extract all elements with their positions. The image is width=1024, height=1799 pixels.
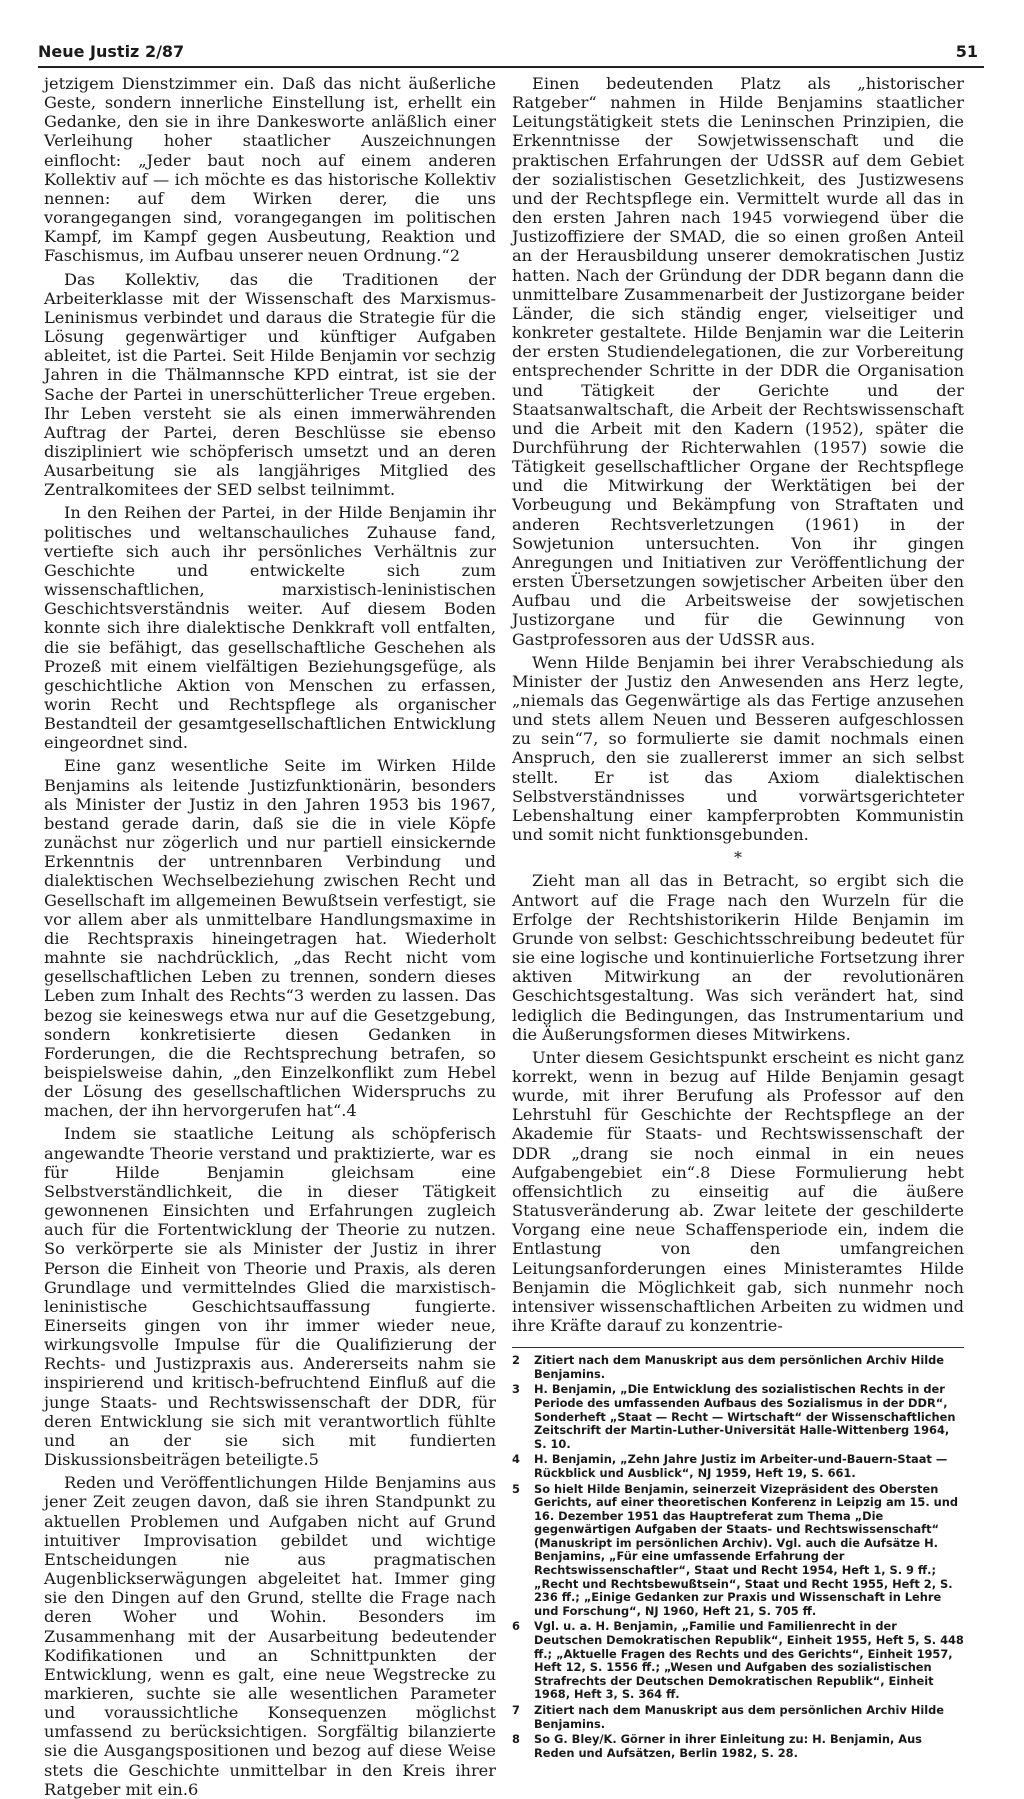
footnote-number: 4 — [512, 1452, 520, 1467]
paragraph: Einen bedeutenden Platz als „historischer Ratgeber“ nahmen in Hilde Benjamins staatlicher Leitungstätigkeit stets die Leninschen Prinzipien, die Erkenntnisse der Sowjetwissenschaft und die praktischen Erfahrungen der UdSSR auf dem Gebiet der sozialistischen Gesetzlichkeit, des Justizwesens und der Rechtspflege ein. Vermittelt wurde all das in den ersten Jahren nach 1945 vorwiegend über die Justizoffiziere der SMAD, die so einen großen Anteil an der Herausbildung unserer demokratischen Justiz hatten. Nach der Gründung der DDR begann dann die unmittelbare Zusammenarbeit der Justizorgane beider Länder, die sich ständig enger, vielseitiger und konkreter gestaltete. Hilde Benjamin war die Leiterin der ersten Studiendelegationen, die zur Vorbereitung entsprechender Schritte in der DDR die Organisation und Tätigkeit der Gerichte und der Staatsanwaltschaft, die Arbeit der Rechtswissenschaft und die Arbeit mit den Kadern (1952), später die Durchführung der Richterwahlen (1957) sowie die Tätigkeit gesellschaftlicher Organe der Rechtspflege und die Mitwirkung der Werktätigen bei der Vorbeugung und Bekämpfung von Straftaten und anderen Rechtsverletzungen (1961) in der Sowjetunion untersuchten. Von ihr gingen Anregungen und Initiativen zur Veröffentlichung der ersten Übersetzungen sowjetischer Arbeiten über den Aufbau und die Arbeitsweise der sowjetischen Justizorgane und für die Gewinnung von Gastprofessoren aus der UdSSR aus. — [512, 74, 964, 649]
footnote — [512, 1704, 964, 1731]
page-number: 51 — [955, 42, 978, 61]
paragraph: Unter diesem Gesichtspunkt erscheint es nicht ganz korrekt, wenn in bezug auf Hilde Benjamin gesagt wurde, mit ihrer Berufung als Professor auf den Lehrstuhl für Geschichte der Rechtspflege an der Akademie für Staats- und Rechtswissenschaft der DDR „drang sie noch einmal in ein neues Aufgabengebiet ein“.8 Diese Formulierung hebt offensichtlich zu einseitig auf die äußere Statusveränderung ab. Zwar leitete der geschilderte Vorgang eine neue Schaffensperiode ein, indem die Entlastung von den umfangreichen Leitungsanforderungen eines Ministeramtes Hilde Benjamin die Möglichkeit gab, sich nunmehr noch intensiver wissenschaftlichen Arbeiten zu widmen und ihre Kräfte darauf zu konzentrie- — [512, 1047, 964, 1335]
footnote-number: 2 — [512, 1353, 520, 1368]
left-column — [44, 74, 496, 1799]
footnote-number: 7 — [512, 1703, 520, 1717]
footnote-number: 8 — [512, 1732, 520, 1747]
footnote — [512, 1383, 964, 1451]
footnotes — [512, 1354, 964, 1760]
footnote — [512, 1453, 964, 1480]
paragraph: Eine ganz wesentliche Seite im Wirken Hilde Benjamins als leitende Justizfunktionärin, besonders als Minister der Justiz in den Jahren 1953 bis 1967, bestand gerade darin, daß sie die in viele Köpfe zunächst nur zögerlich und nur partiell einsickernde Erkenntnis der untrennbaren Verbindung und dialektischen Wechselbeziehung zwischen Recht und Gesellschaft im allgemeinen Bewußtsein verfestigt, sie vor allem aber als unmittelbare Handlungsmaxime in die Rechtspraxis hineingetragen hat. Wiederholt mahnte sie nachdrücklich, „das Recht nicht vom gesellschaftlichen Leben zu trennen, sondern dieses Leben zum Inhalt des Rechts“3 werden zu lassen. Das bezog sie keineswegs etwa nur auf die Gesetzgebung, sondern konkretisierte diesen Gedanken in Forderungen, die die Rechtsprechung betrafen, so beispielsweise dahin, „den Einzelkonflikt zum Hebel der Lösung des gesellschaftlichen Widerspruchs zu machen, der ihn hervorgerufen hat“.4 — [44, 756, 496, 1121]
paragraph: Zieht man all das in Betracht, so ergibt sich die Antwort auf die Frage nach den Wurzeln für die Erfolge der Rechtshistorikerin Hilde Benjamin im Grunde von selbst: Geschichtsschreibung bedeutet für sie eine logische und kontinuierliche Fortsetzung ihrer aktiven Mitwirkung an der revolutionären Geschichtsgestaltung. Was sich verändert hat, sind lediglich die Bedingungen, das Instrumentarium und die Äußerungsformen dieses Mitwirkens. — [512, 871, 964, 1044]
footnote-number: 3 — [512, 1382, 520, 1397]
footnote-text: So hielt Hilde Benjamin, seinerzeit Vizepräsident des Obersten Gerichts, auf einer theoretischen Konferenz in Leipzig am 15. und 16. Dezember 1951 das Hauptreferat zum Thema „Die gegenwärtigen Aufgaben der Staats- und Rechtswissenschaft“ (Manuskript im persönlichen Archiv). Vgl. auch die Aufsätze H. Benjamins, „Für eine umfassende Erfahrung der Rechtswissenschaftler“, Staat und Recht 1954, Heft 1, S. 9 ff.; „Recht und Rechtsbewußtsein“, Staat und Recht 1955, Heft 2, S. 236 ff.; „Einige Gedanken zur Praxis und Wissenschaft in Lehre und Forschung“, NJ 1960, Heft 21, S. 705 ff. — [534, 1481, 958, 1618]
footnote-text: Vgl. u. a. H. Benjamin, „Familie und Familienrecht in der Deutschen Demokratischen Republik“, Einheit 1955, Heft 5, S. 448 ff.; „Aktuelle Fragen des Rechts und des Gerichts“, Einheit 1957, Heft 12, S. 1556 ff.; „Wesen und Aufgaben des sozialistischen Strafrechts der Deutschen Demokratischen Republik“, Einheit 1968, Heft 3, S. 364 ff. — [534, 1619, 964, 1702]
footnote — [512, 1620, 964, 1702]
footnote-text: Zitiert nach dem Manuskript aus dem persönlichen Archiv Hilde Benjamins. — [534, 1703, 945, 1731]
section-separator: * — [734, 848, 742, 868]
footnote-number: 6 — [512, 1619, 520, 1634]
footnote — [512, 1483, 964, 1619]
footnote-text: H. Benjamin, „Zehn Jahre Justiz im Arbeiter-und-Bauern-Staat — Rückblick und Ausblick“, NJ 1959, Heft 19, S. 661. — [534, 1452, 948, 1480]
paragraph: Wenn Hilde Benjamin bei ihrer Verabschiedung als Minister der Justiz den Anwesenden ans Herz legte, „niemals das Gegenwärtige als das Fertige anzusehen und stets allem Neuen und Besseren aufgeschlossen zu sein“7, so formulierte sie damit nochmals einen Anspruch, den sie zuallererst immer an sich selbst stellt. Er ist das Axiom dialektischen Selbstverständnisses und vorwärtsgerichteter Lebenshaltung einer kampferprobten Kommunistin und somit nicht funktionsgebunden. — [512, 652, 964, 845]
footnote — [512, 1354, 964, 1381]
paragraph: Das Kollektiv, das die Traditionen der Arbeiterklasse mit der Wissenschaft des Marxismus-Leninismus verbindet und daraus die Strategie für die Lösung gegenwärtiger und künftiger Aufgaben ableitet, ist die Partei. Seit Hilde Benjamin vor sechzig Jahren in die Thälmannsche KPD eintrat, ist sie der Sache der Partei in unerschütterlicher Treue ergeben. Ihr Leben versteht sie als einen immerwährenden Auftrag der Partei, deren Beschlüsse sie ebenso diszipliniert wie schöpferisch umsetzt und an deren Ausarbeitung sie als langjähriges Mitglied des Zentralkomitees der SED selbst teilnimmt. — [44, 269, 496, 500]
footnote-number: 5 — [512, 1481, 520, 1496]
running-header — [38, 40, 984, 68]
right-column — [512, 74, 964, 1760]
paragraph: In den Reihen der Partei, in der Hilde Benjamin ihr politisches und weltanschauliches Zuhause fand, vertiefte sich auch ihr persönliches Verhältnis zur Geschichte und entwickelte sich zum wissenschaftlichen, marxistisch-leninistischen Geschichtsverständnis weiter. Auf diesem Boden konnte sich ihre dialektische Denkkraft voll entfalten, die sie befähigt, das gesellschaftliche Geschehen als Prozeß mit einem vielfältigen Beziehungsgefüge, als geschichtliche Aktion von Menschen zu erfassen, worin Recht und Rechtspflege als organischer Bestandteil der gesamtgesellschaftlichen Entwicklung eingeordnet sind. — [44, 503, 496, 753]
journal-title: Neue Justiz 2/87 — [38, 42, 185, 61]
paragraph: jetzigem Dienstzimmer ein. Daß das nicht äußerliche Geste, sondern innerliche Einstellung ist, erhellt ein Gedanke, den sie in ihre Dankesworte anläßlich einer Verleihung hoher staatlicher Auszeichnungen einflocht: „Jeder baut noch auf einem anderen Kollektiv auf — ich möchte es das historische Kollektiv nennen: auf dem Wirken derer, die uns vorangegangen sind, vorangegangen im politischen Kampf, im Kampf gegen Ausbeutung, Reaktion und Faschismus, im Aufbau unserer neuen Ordnung.“2 — [44, 74, 496, 266]
paragraph: Reden und Veröffentlichungen Hilde Benjamins aus jener Zeit zeugen davon, daß sie ihren Standpunkt zu aktuellen Problemen und Aufgaben nicht auf Grund intuitiver Improvisation gebildet und wichtige Entscheidungen nie aus pragmatischen Augenblickserwägungen abgeleitet hat. Immer ging sie den Dingen auf den Grund, stellte die Frage nach deren Woher und Wohin. Besonders im Zusammenhang mit der Ausarbeitung bedeutender Kodifikationen und an Schnittpunkten der Entwicklung, wenn es galt, eine neue Wegstrecke zu markieren, suchte sie alle wesentlichen Parameter und voraussichtliche Konsequenzen möglichst umfassend zu berücksichtigen. Sorgfältig bilanzierte sie die Ausgangspositionen und bezog auf diese Weise stets die Geschichte unmittelbar in den Kreis ihrer Ratgeber mit ein.6 — [44, 1473, 496, 1799]
footnote — [512, 1733, 964, 1760]
paragraph: Indem sie staatliche Leitung als schöpferisch angewandte Theorie verstand und praktizierte, war es für Hilde Benjamin gleichsam eine Selbstverständlichkeit, die in dieser Tätigkeit gewonnenen Einsichten und Erfahrungen zugleich auch für die Fortentwicklung der Theorie zu nutzen. So verkörperte sie als Minister der Justiz in ihrer Person die Einheit von Theorie und Praxis, als deren Grundlage und vermittelndes Glied die marxistisch-leninistische Geschichtsauffassung fungierte. Einerseits gingen von ihr immer wieder neue, wirkungsvolle Impulse für die Qualifizierung der Rechts- und Justizpraxis aus. Andererseits nahm sie inspirierend und kritisch-befruchtend Einfluß auf die junge Staats- und Rechtswissenschaft der DDR, für deren Entwicklung sie sich mit verantwortlich fühlte und an der sie sich mit fundierten Diskussionsbeiträgen beteiligte.5 — [44, 1124, 496, 1470]
footnote-divider — [512, 1347, 964, 1348]
footnote-text: Zitiert nach dem Manuskript aus dem persönlichen Archiv Hilde Benjamins. — [534, 1353, 945, 1381]
footnote-text: H. Benjamin, „Die Entwicklung des sozialistischen Rechts in der Periode des umfassenden Aufbaus des Sozialismus in der DDR“, Sonderheft „Staat — Recht — Wirtschaft“ der Wissenschaftlichen Zeitschrift der Martin-Luther-Universität Halle-Wittenberg 1964, S. 10. — [534, 1382, 956, 1451]
footnote-text: So G. Bley/K. Görner in ihrer Einleitung zu: H. Benjamin, Aus Reden und Aufsätzen, Berlin 1982, S. 28. — [534, 1732, 922, 1760]
